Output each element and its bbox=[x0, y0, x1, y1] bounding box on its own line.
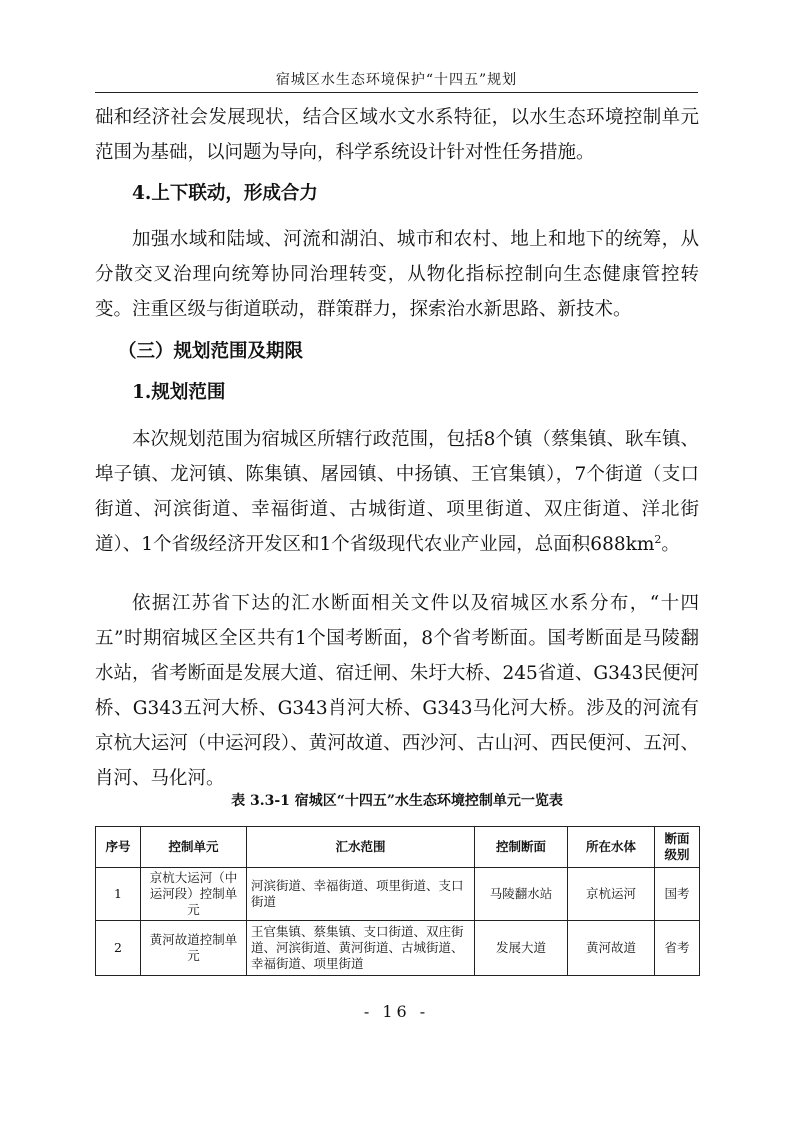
table-row bbox=[96, 868, 700, 921]
cell-water: 黄河故道 bbox=[568, 921, 655, 976]
control-unit-table bbox=[95, 826, 700, 976]
paragraph-continuation: 础和经济社会发展现状，结合区域水文水系特征，以水生态环境控制单元范围为基础，以问题为导向，科学系统设计针对性任务措施。 bbox=[95, 107, 699, 163]
table-caption: 表 3.3-1 宿城区“十四五”水生态环境控制单元一览表 bbox=[231, 793, 563, 809]
scope-text: 本次规划范围为宿城区所辖行政范围，包括8个镇（蔡集镇、耿车镇、埠子镇、龙河镇、陈集镇、屠园镇、中扬镇、王官集镇），7个街道（支口街道、河滨街道、幸福街道、古城街道、项里街道、双庄街道、洋北街道）、1个省级经济开发区和1个省级现代农业产业园，总面积688 bbox=[95, 429, 699, 555]
page-number: - 16 - bbox=[363, 1002, 430, 1021]
cell-water: 京杭运河 bbox=[568, 868, 655, 921]
running-header: 宿城区水生态环境保护“十四五”规划 bbox=[95, 70, 698, 93]
paragraph-coordination: 加强水域和陆域、河流和湖泊、城市和农村、地上和地下的统筹，从分散交叉治理向统筹协同治理转变，从物化指标控制向生态健康管控转变。注重区级与街道联动，群策群力，探索治水新思路、新技术。 bbox=[95, 229, 699, 320]
header-water: 所在水体 bbox=[568, 827, 655, 868]
paragraph-scope bbox=[95, 422, 699, 562]
header-section: 控制断面 bbox=[475, 827, 568, 868]
cell-no: 2 bbox=[96, 921, 141, 976]
heading-4: 4.上下联动，形成合力 bbox=[132, 183, 318, 204]
paragraph-sections: 依据江苏省下达的汇水断面相关文件以及宿城区水系分布，“十四五”时期宿城区全区共有1个国考断面，8个省考断面。国考断面是马陵翻水站，省考断面是发展大道、宿迁闸、朱圩大桥、245省道、G343民便河桥、G343五河大桥、G343肖河大桥、G343马化河大桥。涉及的河流有京杭大运河（中运河段）、黄河故道、西沙河、古山河、西民便河、五河、肖河、马化河。 bbox=[95, 593, 699, 789]
cell-unit: 黄河故道控制单元 bbox=[141, 921, 247, 976]
section-heading-scope-period: （三）规划范围及期限 bbox=[118, 341, 304, 362]
cell-level: 国考 bbox=[655, 868, 700, 921]
cell-section: 马陵翻水站 bbox=[475, 868, 568, 921]
header-range: 汇水范围 bbox=[247, 827, 475, 868]
header-unit: 控制单元 bbox=[141, 827, 247, 868]
cell-section: 发展大道 bbox=[475, 921, 568, 976]
scope-end: 。 bbox=[661, 534, 680, 555]
table-header-row bbox=[96, 827, 700, 868]
heading-scope: 1.规划范围 bbox=[132, 382, 226, 403]
cell-level: 省考 bbox=[655, 921, 700, 976]
area-unit: km bbox=[625, 534, 655, 555]
header-level: 断面级别 bbox=[655, 827, 700, 868]
cell-unit: 京杭大运河（中运河段）控制单元 bbox=[141, 868, 247, 921]
cell-range: 王官集镇、蔡集镇、支口街道、双庄街道、河滨街道、黄河街道、古城街道、幸福街道、项里街道 bbox=[247, 921, 475, 976]
table-row bbox=[96, 921, 700, 976]
cell-no: 1 bbox=[96, 868, 141, 921]
area-unit-exponent: 2 bbox=[654, 532, 662, 546]
cell-range: 河滨街道、幸福街道、项里街道、支口街道 bbox=[247, 868, 475, 921]
header-no: 序号 bbox=[96, 827, 141, 868]
